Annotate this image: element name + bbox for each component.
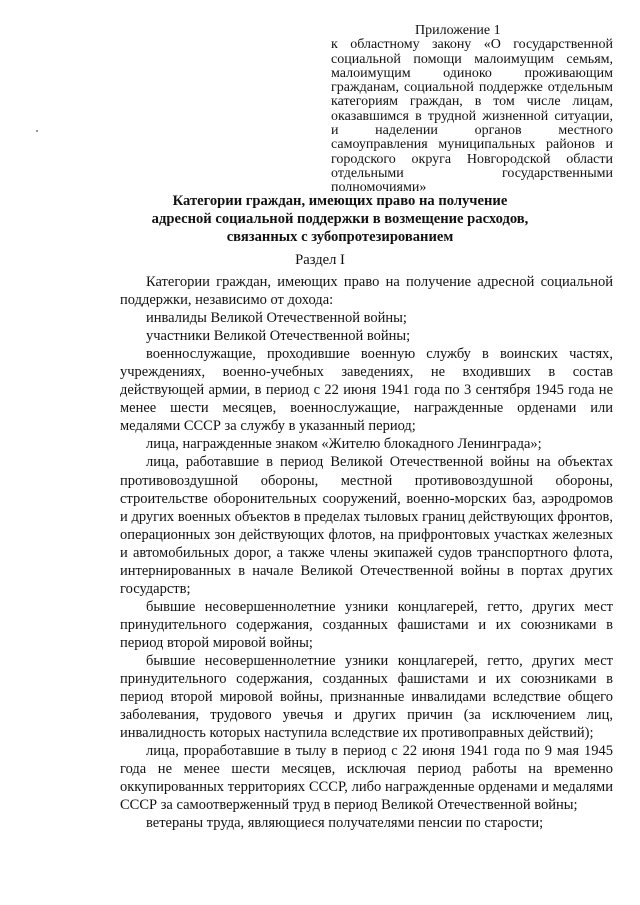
document-body xyxy=(120,273,613,832)
paragraph: лица, награжденные знаком «Жителю блокадного Ленинграда»; xyxy=(146,436,542,453)
paragraph: Категории граждан, имеющих право на получение адресной социальной поддержки, независимо от дохода: xyxy=(120,274,613,309)
paragraph: бывшие несовершеннолетние узники концлагерей, гетто, других мест принудительного содержания, созданных фашистами и их союзниками в период второй мировой войны, признанные инвалидами вследствие общего заболевания, трудового увечья и других причин (за исключением лиц, инвалидность которых наступила вследствие их противоправных действий); xyxy=(120,652,613,742)
paragraph: ветераны труда, являющиеся получателями пенсии по старости; xyxy=(146,815,544,832)
document-heading xyxy=(80,192,600,246)
paragraph: участники Великой Отечественной войны; xyxy=(146,328,411,345)
appendix-title: Приложение 1 xyxy=(415,23,501,38)
section-title: Раздел I xyxy=(295,252,345,268)
paragraph: бывшие несовершеннолетние узники концлагерей, гетто, других мест принудительного содержания, созданных фашистами и их союзниками в период второй мировой войны; xyxy=(120,598,613,651)
paragraph: военнослужащие, проходившие военную службу в воинских частях, учреждениях, военно-учебных заведениях, не входивших в состав действующей армии, в период с 22 июня 1941 года по 3 сентября 1945 года не менее шести месяцев, военнослужащие, награжденные орденами или медалями СССР за службу в указанный период; xyxy=(120,346,613,435)
paragraph: инвалиды Великой Отечественной войны; xyxy=(146,310,407,327)
paragraph: лица, работавшие в период Великой Отечественной войны на объектах противовоздушной обороны, местной противовоздушной обороны, строительстве оборонительных сооружений, военно-морских баз, аэродромов и других военных объектов в пределах тыловых границ действующих фронтов, операционных зон действующих флотов, на прифронтовых участках железных и автомобильных дорог, а также члены экипажей судов транспортного флота, интернированных в начале Великой Отечественной войны в портах других государств; xyxy=(120,454,613,597)
paragraph: лица, проработавшие в тылу в период с 22 июня 1941 года по 9 мая 1945 года не менее шести месяцев, исключая период работы на временно оккупированных территориях СССР, либо награжденные орденами и медалями СССР за самоотверженный труд в период Великой Отечественной войны; xyxy=(120,743,613,814)
appendix-block xyxy=(331,24,613,196)
heading-line: связанных с зубопротезированием xyxy=(226,229,454,245)
heading-line: Категории граждан, имеющих право на получение xyxy=(172,193,508,209)
scan-speck xyxy=(36,130,38,132)
appendix-text: к областному закону «О государственной социальной помощи малоимущим семьям, малоимущим одиноко проживающим гражданам, социальной поддержке отдельным категориям граждан, в том числе лицам, оказавшимся в трудной жизненной ситуации, и наделении органов местного самоуправления муниципальных районов и городского округа Новгородской области отдельными государственными полномочиями» xyxy=(331,37,613,196)
heading-line: адресной социальной поддержки в возмещение расходов, xyxy=(151,211,529,227)
